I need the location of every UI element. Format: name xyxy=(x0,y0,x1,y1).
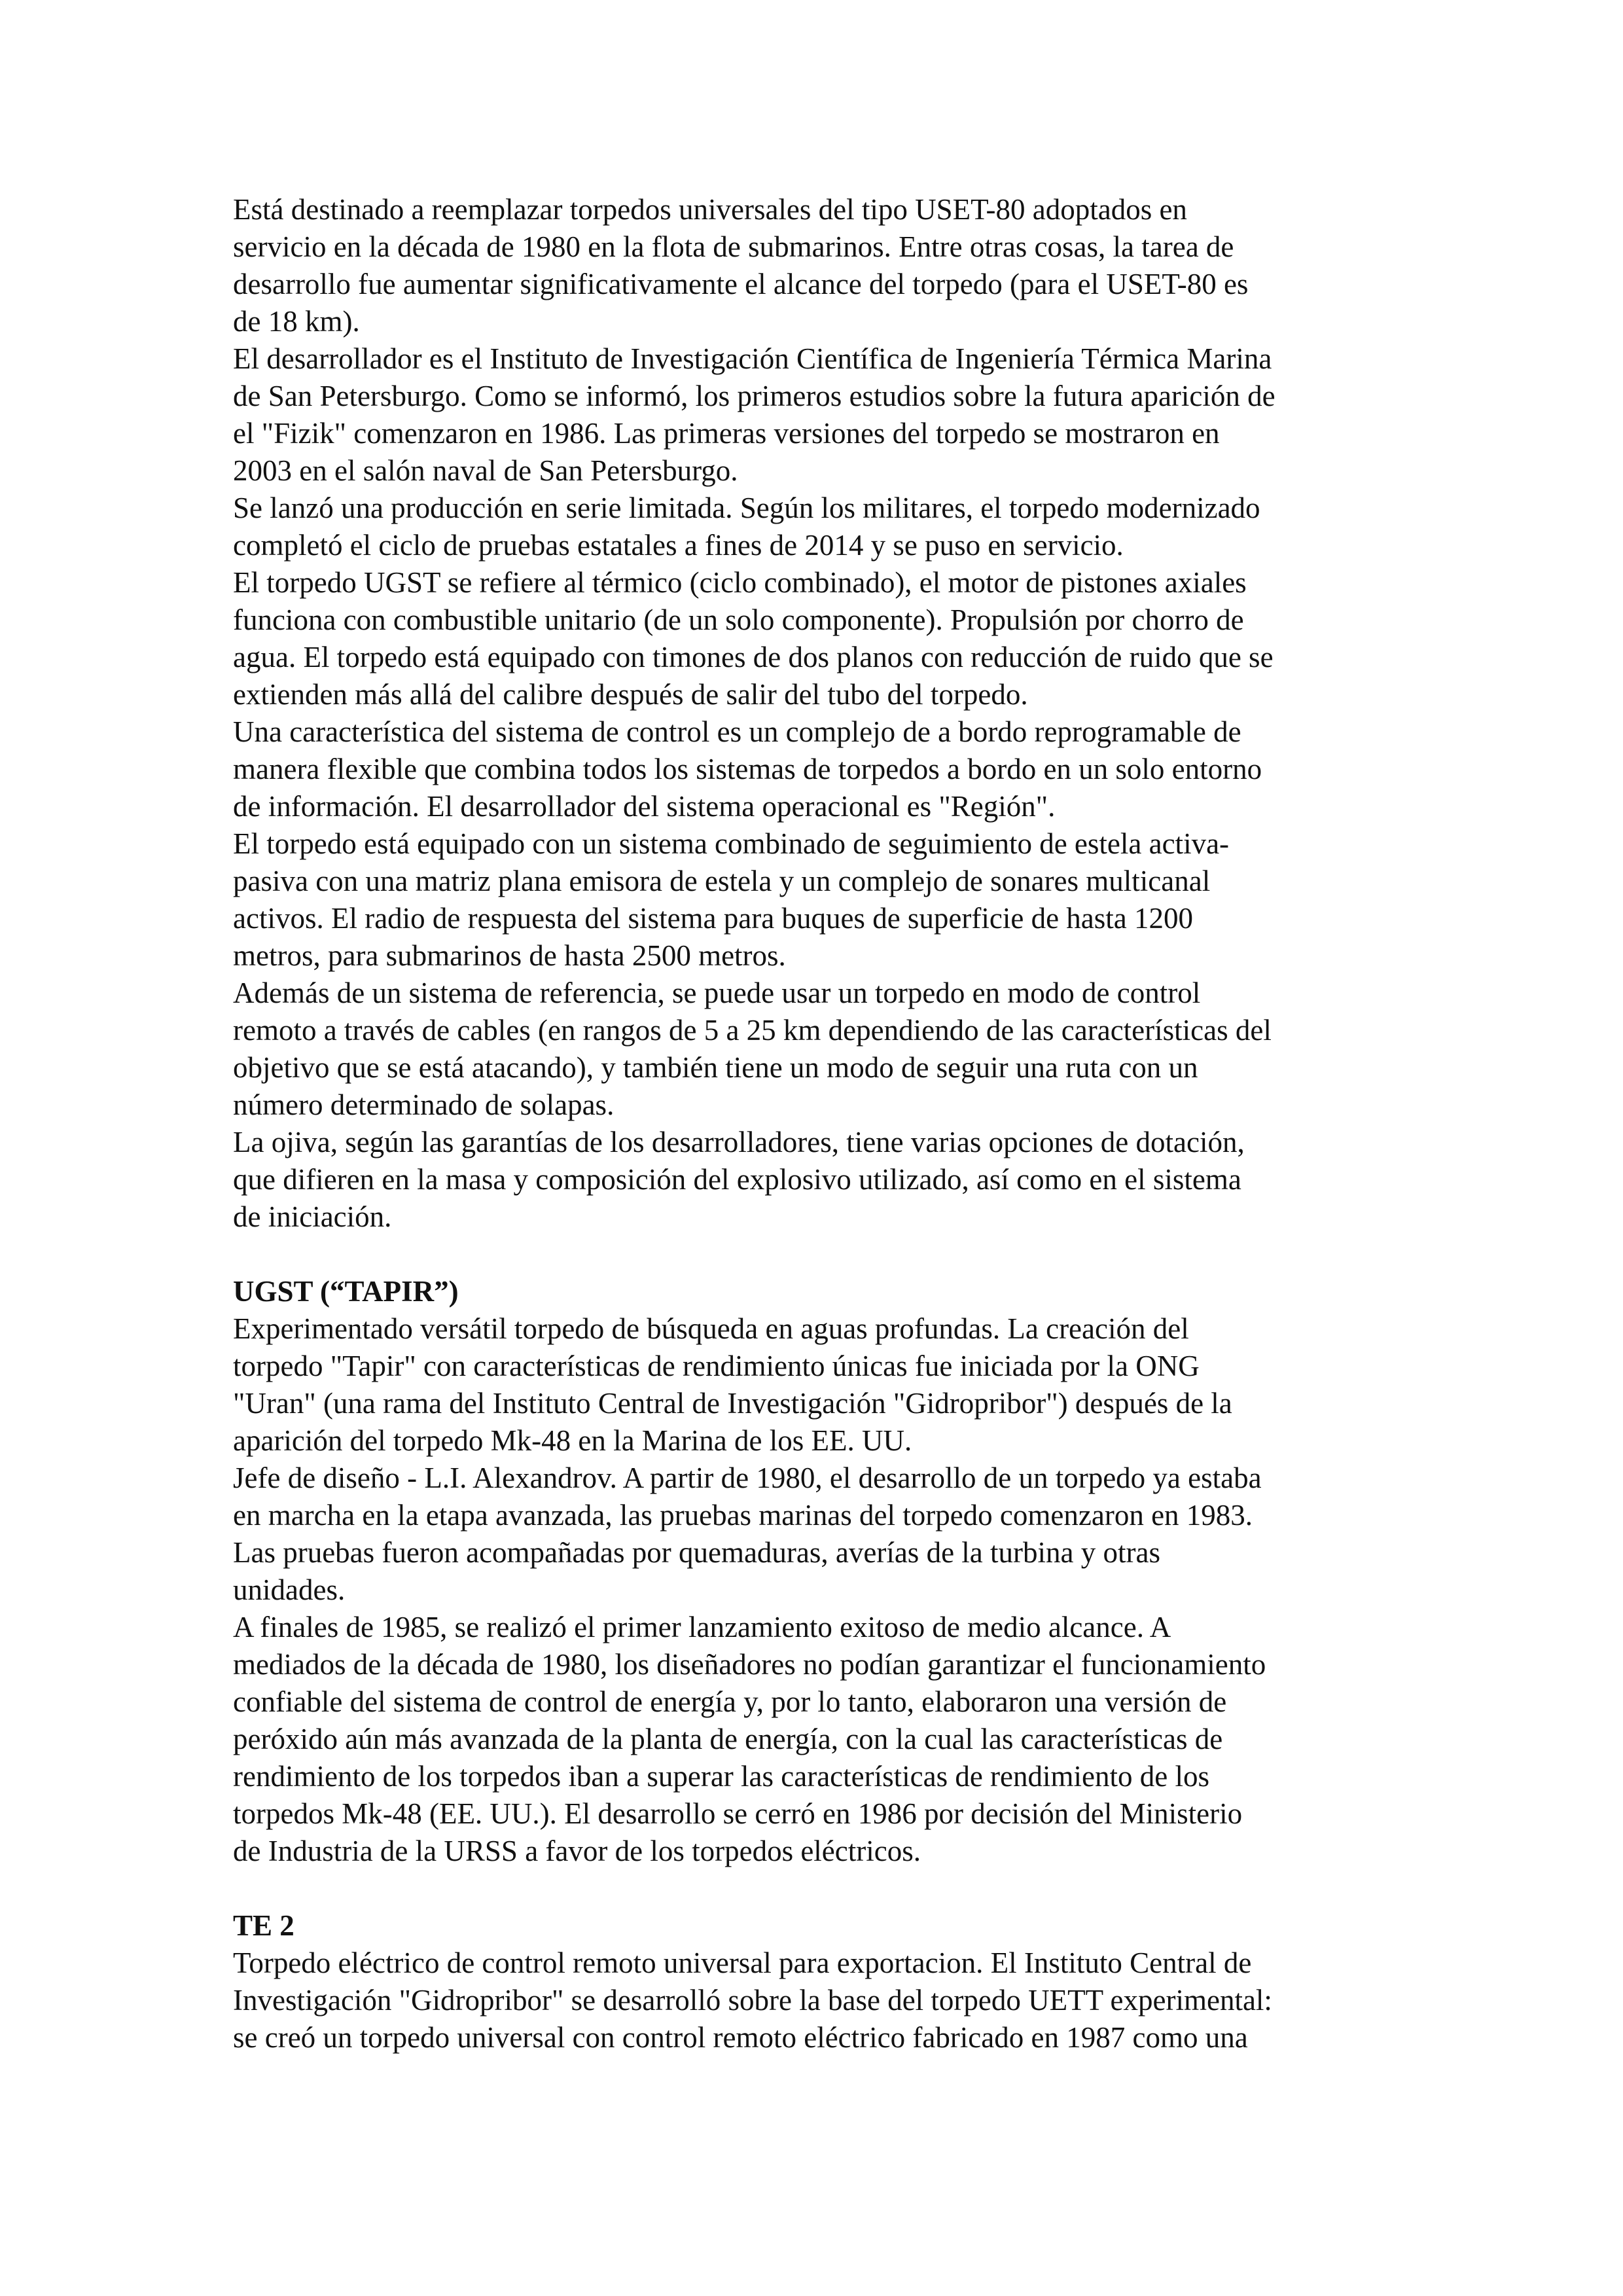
text-line: pasiva con una matriz plana emisora de estela y un complejo de sonares multicanal xyxy=(233,865,1211,897)
paragraph xyxy=(233,340,1437,490)
text-line: el "Fizik" comenzaron en 1986. Las primeras versiones del torpedo se mostraron en xyxy=(233,417,1220,450)
text-line: unidades. xyxy=(233,1573,346,1606)
section-heading: TE 2 xyxy=(233,1909,294,1942)
text-line: Las pruebas fueron acompañadas por quemaduras, averías de la turbina y otras xyxy=(233,1536,1160,1569)
text-line: El torpedo está equipado con un sistema combinado de seguimiento de estela activa- xyxy=(233,827,1230,860)
text-line: Una característica del sistema de control es un complejo de a bordo reprogramable de xyxy=(233,715,1241,748)
text-line: extienden más allá del calibre después de salir del tubo del torpedo. xyxy=(233,678,1028,711)
text-line: de San Petersburgo. Como se informó, los primeros estudios sobre la futura aparición de xyxy=(233,380,1275,412)
paragraph xyxy=(233,975,1437,1124)
text-line: torpedos Mk-48 (EE. UU.). El desarrollo se cerró en 1986 por decisión del Ministerio xyxy=(233,1797,1243,1830)
text-line: de iniciación. xyxy=(233,1200,392,1233)
text-line: de información. El desarrollador del sistema operacional es "Región". xyxy=(233,790,1056,823)
text-line: que difieren en la masa y composición del explosivo utilizado, así como en el sistema xyxy=(233,1163,1241,1196)
text-line: manera flexible que combina todos los sistemas de torpedos a bordo en un solo entorno xyxy=(233,753,1262,785)
text-line: Jefe de diseño - L.I. Alexandrov. A partir de 1980, el desarrollo de un torpedo ya estaba xyxy=(233,1462,1262,1494)
text-line: El torpedo UGST se refiere al térmico (ciclo combinado), el motor de pistones axiales xyxy=(233,566,1247,599)
text-line: servicio en la década de 1980 en la flota de submarinos. Entre otras cosas, la tarea de xyxy=(233,230,1234,263)
text-line: en marcha en la etapa avanzada, las pruebas marinas del torpedo comenzaron en 1983. xyxy=(233,1499,1253,1532)
text-line: Se lanzó una producción en serie limitada. Según los militares, el torpedo modernizado xyxy=(233,492,1260,524)
text-line: A finales de 1985, se realizó el primer lanzamiento exitoso de medio alcance. A xyxy=(233,1611,1171,1643)
text-line: funciona con combustible unitario (de un solo componente). Propulsión por chorro de xyxy=(233,603,1244,636)
paragraph xyxy=(233,1310,1437,1460)
section-te-2 xyxy=(233,1907,1437,2056)
text-line: de Industria de la URSS a favor de los torpedos eléctricos. xyxy=(233,1835,921,1867)
section-intro xyxy=(233,191,1437,1236)
paragraph xyxy=(233,1945,1437,2056)
paragraph xyxy=(233,1124,1437,1236)
text-line: mediados de la década de 1980, los diseñadores no podían garantizar el funcionamiento xyxy=(233,1648,1266,1681)
text-line: Está destinado a reemplazar torpedos universales del tipo USET-80 adoptados en xyxy=(233,193,1187,226)
text-line: peróxido aún más avanzada de la planta de energía, con la cual las características de xyxy=(233,1723,1223,1755)
text-line: número determinado de solapas. xyxy=(233,1088,615,1121)
text-line: desarrollo fue aumentar significativamente el alcance del torpedo (para el USET-80 es xyxy=(233,268,1249,300)
text-line: objetivo que se está atacando), y también tiene un modo de seguir una ruta con un xyxy=(233,1051,1198,1084)
text-line: "Uran" (una rama del Instituto Central de Investigación "Gidropribor") después de la xyxy=(233,1387,1232,1420)
section-heading: UGST (“TAPIR”) xyxy=(233,1275,459,1308)
text-line: activos. El radio de respuesta del sistema para buques de superficie de hasta 1200 xyxy=(233,902,1194,935)
section-ugst-tapir xyxy=(233,1273,1437,1870)
text-line: La ojiva, según las garantías de los desarrolladores, tiene varias opciones de dotación, xyxy=(233,1126,1245,1158)
text-line: 2003 en el salón naval de San Petersburgo. xyxy=(233,454,738,487)
section-spacer xyxy=(233,1236,1437,1273)
text-line: de 18 km). xyxy=(233,305,360,338)
paragraph xyxy=(233,191,1437,340)
paragraph xyxy=(233,564,1437,713)
paragraph xyxy=(233,1609,1437,1870)
text-line: Experimentado versátil torpedo de búsqueda en aguas profundas. La creación del xyxy=(233,1312,1189,1345)
paragraph xyxy=(233,713,1437,825)
text-line: aparición del torpedo Mk-48 en la Marina de los EE. UU. xyxy=(233,1424,912,1457)
text-line: se creó un torpedo universal con control remoto eléctrico fabricado en 1987 como una xyxy=(233,2021,1248,2054)
text-line: completó el ciclo de pruebas estatales a fines de 2014 y se puso en servicio. xyxy=(233,529,1124,562)
text-line: Investigación "Gidropribor" se desarrolló sobre la base del torpedo UETT experimental: xyxy=(233,1984,1272,2017)
paragraph xyxy=(233,1460,1437,1609)
text-line: torpedo "Tapir" con características de rendimiento únicas fue iniciada por la ONG xyxy=(233,1350,1200,1382)
text-line: Además de un sistema de referencia, se puede usar un torpedo en modo de control xyxy=(233,977,1201,1009)
text-line: remoto a través de cables (en rangos de 5 a 25 km dependiendo de las características del xyxy=(233,1014,1272,1047)
section-spacer xyxy=(233,1870,1437,1907)
text-line: rendimiento de los torpedos iban a superar las características de rendimiento de los xyxy=(233,1760,1209,1793)
text-line: El desarrollador es el Instituto de Investigación Científica de Ingeniería Térmica Marina xyxy=(233,342,1272,375)
document-page xyxy=(233,191,1437,2056)
paragraph xyxy=(233,490,1437,564)
text-line: Torpedo eléctrico de control remoto universal para exportacion. El Instituto Central de xyxy=(233,1946,1252,1979)
text-line: metros, para submarinos de hasta 2500 metros. xyxy=(233,939,786,972)
text-line: agua. El torpedo está equipado con timones de dos planos con reducción de ruido que se xyxy=(233,641,1274,673)
text-line: confiable del sistema de control de energía y, por lo tanto, elaboraron una versión de xyxy=(233,1685,1227,1718)
paragraph xyxy=(233,825,1437,975)
